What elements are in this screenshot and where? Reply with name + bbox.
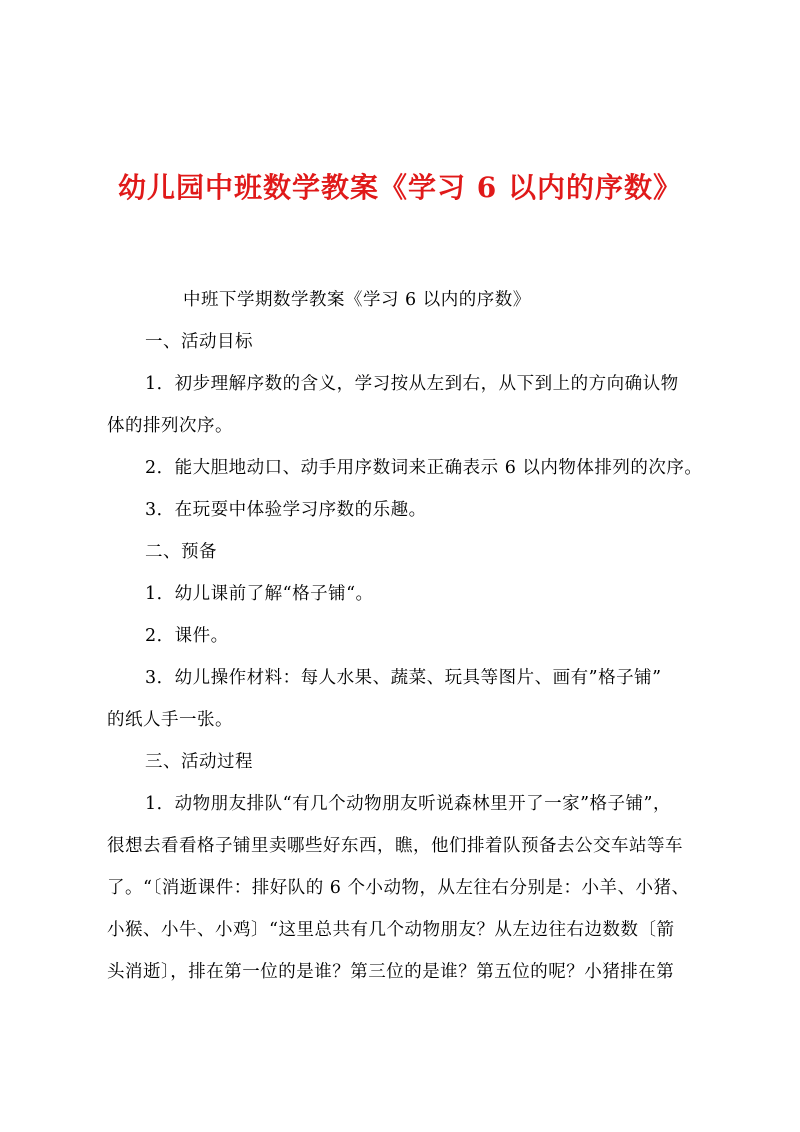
paragraph-line: 2．能大胆地动口、动手用序数词来正确表示 6 以内物体排列的次序。 [145,458,703,478]
document-title: 幼儿园中班数学教案《学习 6 以内的序数》 [118,171,682,204]
paragraph-line: 1．幼儿课前了解“格子铺“。 [145,584,374,604]
section-heading: 三、活动过程 [145,752,253,772]
paragraph-line: 2．课件。 [145,626,229,646]
paragraph-line: 很想去看看格子铺里卖哪些好东西，瞧，他们排着队预备去公交车站等车 [107,836,683,856]
paragraph-line: 1．动物朋友排队“有几个动物朋友听说森林里开了一家”格子铺”， [145,794,671,814]
paragraph-line: 了。“〔消逝课件：排好队的 6 个小动物，从左往右分别是：小羊、小猪、 [107,878,690,898]
paragraph-line: 的纸人手一张。 [107,710,233,730]
paragraph-line: 3．幼儿操作材料：每人水果、蔬菜、玩具等图片、画有”格子铺” [145,668,662,688]
subtitle-line: 中班下学期数学教案《学习 6 以内的序数》 [183,290,531,310]
paragraph-line: 头消逝〕，排在第一位的是谁？第三位的是谁？第五位的呢？小猪排在第 [107,962,675,982]
section-heading: 二、预备 [145,542,217,562]
paragraph-line: 小猴、小牛、小鸡〕“这里总共有几个动物朋友？从左边往右边数数〔箭 [107,920,675,940]
paragraph-line: 3．在玩耍中体验学习序数的乐趣。 [145,500,427,520]
paragraph-line: 体的排列次序。 [107,416,233,436]
paragraph-line: 1．初步理解序数的含义，学习按从左到右，从下到上的方向确认物 [145,374,679,394]
section-heading: 一、活动目标 [145,332,253,352]
